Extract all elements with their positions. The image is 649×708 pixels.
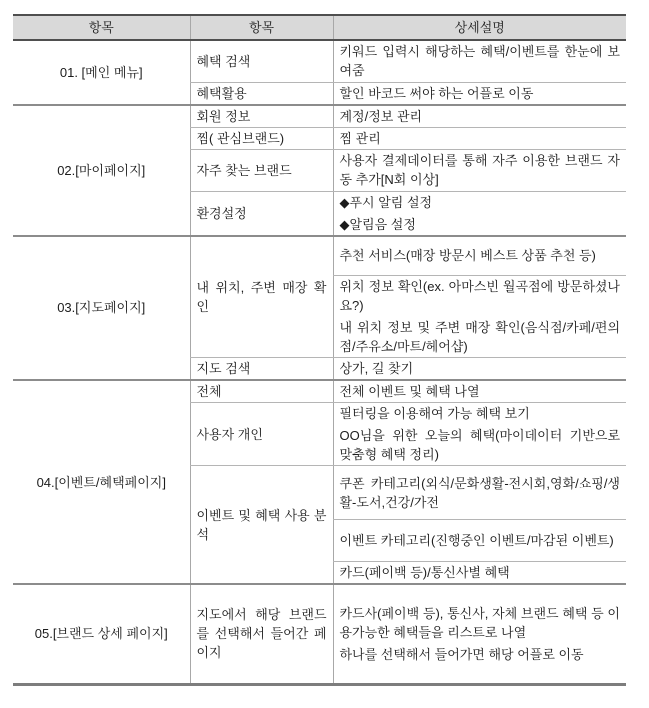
section-01-main-menu [13, 40, 626, 105]
detail-paragraph: 계정/정보 관리 [339, 108, 423, 124]
section-label: 04.[이벤트/혜택페이지] [13, 380, 190, 584]
item-cell: 자주 찾는 브랜드 [190, 149, 333, 191]
item-cell: 찜( 관심브랜드) [190, 127, 333, 149]
detail-cell [333, 584, 626, 684]
section-03-map-page [13, 236, 626, 381]
detail-cell [333, 380, 626, 403]
detail-cell [333, 236, 626, 276]
item-cell: 이벤트 및 혜택 사용 분석 [190, 466, 333, 585]
table-header [13, 15, 626, 40]
detail-paragraph: 카드(페이백 등)/통신사별 혜택 [339, 565, 510, 580]
item-cell: 사용자 개인 [190, 403, 333, 466]
section-04-event-benefit-page [13, 380, 626, 584]
detail-cell [333, 40, 626, 82]
detail-paragraph: 내 위치 정보 및 주변 매장 확인(음식점/카페/편의점/주유소/마트/헤어샵) [339, 320, 620, 354]
detail-cell [333, 358, 626, 381]
item-cell: 전체 [190, 380, 333, 403]
header-cell-item-2: 항목 [190, 15, 333, 40]
detail-cell [333, 562, 626, 585]
detail-paragraph: 쿠폰 카테고리(외식/문화생활-전시회,영화/쇼핑/생활-도서,건강/가전 [339, 475, 620, 510]
item-cell: 혜택활용 [190, 82, 333, 105]
detail-paragraph: 카드사(페이백 등), 통신사, 자체 브랜드 혜택 등 이용가능한 혜택들을 리스트로 나열 [339, 605, 620, 640]
detail-cell [333, 127, 626, 149]
detail-cell [333, 520, 626, 562]
detail-cell [333, 191, 626, 236]
table-row [13, 584, 626, 684]
table-row [13, 236, 626, 276]
detail-paragraph: ◆푸시 알림 설정 [339, 194, 433, 210]
detail-paragraph: 추천 서비스(매장 방문시 베스트 상품 추천 등) [339, 248, 596, 264]
item-cell: 혜택 검색 [190, 40, 333, 82]
detail-paragraph: 키워드 입력시 해당하는 혜택/이벤트를 한눈에 보여줌 [339, 44, 620, 79]
detail-cell [333, 466, 626, 520]
item-cell: 지도에서 해당 브랜드를 선택해서 들어간 페이지 [190, 584, 333, 684]
detail-paragraph: 하나를 선택해서 들어가면 해당 어플로 이동 [339, 646, 584, 662]
header-cell-description: 상세설명 [333, 15, 626, 40]
detail-paragraph: 위치 정보 확인(ex. 아마스빈 월곡점에 방문하셨나요?) [339, 279, 620, 313]
header-row [13, 15, 626, 40]
section-02-my-page [13, 105, 626, 236]
detail-cell [333, 82, 626, 105]
detail-paragraph: 상가, 길 찾기 [339, 361, 414, 376]
detail-cell [333, 403, 626, 466]
detail-paragraph: 전체 이벤트 및 혜택 나열 [339, 384, 480, 399]
item-cell: 회원 정보 [190, 105, 333, 128]
section-label: 05.[브랜드 상세 페이지] [13, 584, 190, 684]
item-cell: 내 위치, 주변 매장 확인 [190, 236, 333, 358]
section-05-brand-detail-page [13, 584, 626, 684]
detail-paragraph: 할인 바코드 써야 하는 어플로 이동 [339, 85, 534, 101]
item-cell: 환경설정 [190, 191, 333, 236]
detail-cell [333, 276, 626, 358]
table-row [13, 40, 626, 82]
item-cell: 지도 검색 [190, 358, 333, 381]
section-label: 01. [메인 메뉴] [13, 40, 190, 105]
detail-cell [333, 149, 626, 191]
spec-table [13, 14, 626, 686]
header-cell-item-1: 항목 [13, 15, 190, 40]
detail-paragraph: 찜 관리 [339, 130, 381, 146]
table-row [13, 105, 626, 128]
detail-paragraph: OO님을 위한 오늘의 혜택(마이데이터 기반으로 맞춤형 혜택 정리) [339, 428, 620, 462]
section-label: 02.[마이페이지] [13, 105, 190, 236]
detail-paragraph: 필터링을 이용해여 가능 혜택 보기 [339, 406, 530, 421]
detail-paragraph: 이벤트 카테고리(진행중인 이벤트/마감된 이벤트) [339, 533, 614, 548]
section-label: 03.[지도페이지] [13, 236, 190, 381]
detail-paragraph: 사용자 결제데이터를 통해 자주 이용한 브랜드 자동 추가[N회 이상] [339, 153, 620, 187]
table-row [13, 380, 626, 403]
detail-cell [333, 105, 626, 128]
detail-paragraph: ◆알림음 설정 [339, 216, 416, 232]
